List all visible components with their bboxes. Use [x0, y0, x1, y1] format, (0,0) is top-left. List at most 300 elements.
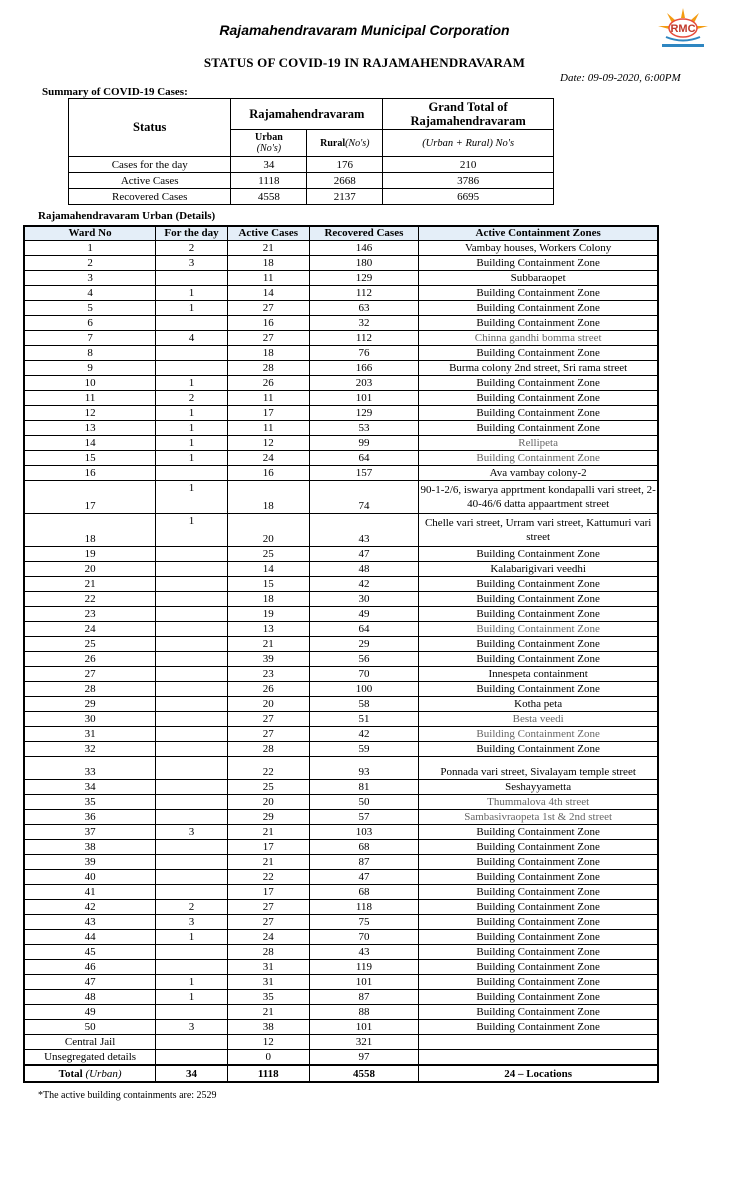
- cell-zone: Burma colony 2nd street, Sri rama street: [419, 361, 658, 376]
- cell-active: 11: [227, 391, 309, 406]
- cell-zone: Building Containment Zone: [419, 376, 658, 391]
- cell-zone: Building Containment Zone: [419, 960, 658, 975]
- cell-recovered: 64: [309, 622, 419, 637]
- cell-recovered: 47: [309, 547, 419, 562]
- cell-zone: Building Containment Zone: [419, 840, 658, 855]
- cell-zone: Building Containment Zone: [419, 286, 658, 301]
- cell-ward: 10: [24, 376, 156, 391]
- summary-cell-rural: 2668: [307, 173, 383, 189]
- table-row: [24, 391, 658, 406]
- summary-cell-status: Cases for the day: [69, 157, 231, 173]
- cell-zone: Building Containment Zone: [419, 825, 658, 840]
- total-recovered: 4558: [309, 1065, 419, 1082]
- cell-ward: 12: [24, 406, 156, 421]
- cell-day: [156, 870, 228, 885]
- cell-recovered: 30: [309, 592, 419, 607]
- summary-cell-total: 3786: [383, 173, 554, 189]
- cell-active: 27: [227, 331, 309, 346]
- cell-active: 20: [227, 514, 309, 547]
- cell-day: 3: [156, 825, 228, 840]
- cell-zone: Building Containment Zone: [419, 301, 658, 316]
- table-row: [24, 990, 658, 1005]
- cell-recovered: 87: [309, 990, 419, 1005]
- summary-table: [68, 98, 554, 205]
- cell-ward: Unsegregated details: [24, 1050, 156, 1066]
- table-row: [24, 915, 658, 930]
- cell-recovered: 42: [309, 577, 419, 592]
- table-row: [24, 667, 658, 682]
- cell-active: 31: [227, 975, 309, 990]
- col-header-ward: Ward No: [24, 226, 156, 241]
- cell-recovered: 76: [309, 346, 419, 361]
- cell-zone: [419, 1050, 658, 1066]
- cell-zone: Building Containment Zone: [419, 346, 658, 361]
- cell-ward: 39: [24, 855, 156, 870]
- cell-active: 18: [227, 346, 309, 361]
- cell-ward: 43: [24, 915, 156, 930]
- cell-day: [156, 810, 228, 825]
- cell-zone: Building Containment Zone: [419, 900, 658, 915]
- cell-day: [156, 742, 228, 757]
- cell-zone: Building Containment Zone: [419, 682, 658, 697]
- cell-day: [156, 316, 228, 331]
- cell-active: 24: [227, 451, 309, 466]
- summary-cell-status: Recovered Cases: [69, 189, 231, 205]
- cell-zone: Building Containment Zone: [419, 915, 658, 930]
- cell-active: 14: [227, 286, 309, 301]
- cell-zone: Ponnada vari street, Sivalayam temple street: [419, 757, 658, 780]
- cell-recovered: 74: [309, 481, 419, 514]
- cell-active: 23: [227, 667, 309, 682]
- cell-ward: 4: [24, 286, 156, 301]
- cell-recovered: 48: [309, 562, 419, 577]
- cell-ward: 18: [24, 514, 156, 547]
- cell-day: [156, 466, 228, 481]
- cell-day: [156, 840, 228, 855]
- cell-active: 18: [227, 256, 309, 271]
- cell-active: 20: [227, 795, 309, 810]
- cell-recovered: 87: [309, 855, 419, 870]
- cell-zone: Building Containment Zone: [419, 316, 658, 331]
- cell-ward: 8: [24, 346, 156, 361]
- cell-zone: Building Containment Zone: [419, 727, 658, 742]
- cell-day: [156, 1050, 228, 1066]
- cell-ward: 16: [24, 466, 156, 481]
- cell-zone: Building Containment Zone: [419, 577, 658, 592]
- cell-ward: 37: [24, 825, 156, 840]
- cell-ward: 49: [24, 1005, 156, 1020]
- cell-ward: 44: [24, 930, 156, 945]
- cell-ward: 35: [24, 795, 156, 810]
- cell-active: 18: [227, 592, 309, 607]
- cell-day: 1: [156, 481, 228, 514]
- cell-ward: 1: [24, 241, 156, 256]
- cell-ward: 15: [24, 451, 156, 466]
- svg-text:RMC: RMC: [670, 23, 696, 35]
- cell-recovered: 75: [309, 915, 419, 930]
- table-row: [24, 945, 658, 960]
- cell-active: 14: [227, 562, 309, 577]
- cell-ward: 31: [24, 727, 156, 742]
- cell-recovered: 118: [309, 900, 419, 915]
- cell-recovered: 101: [309, 1020, 419, 1035]
- table-row: [24, 900, 658, 915]
- cell-day: 1: [156, 406, 228, 421]
- table-row: [24, 622, 658, 637]
- footnote: *The active building containments are: 2529: [38, 1090, 217, 1101]
- cell-recovered: 43: [309, 514, 419, 547]
- cell-day: 1: [156, 421, 228, 436]
- cell-ward: 40: [24, 870, 156, 885]
- table-row: [24, 930, 658, 945]
- cell-recovered: 99: [309, 436, 419, 451]
- table-row: [24, 256, 658, 271]
- cell-active: 21: [227, 825, 309, 840]
- cell-active: 17: [227, 406, 309, 421]
- table-row: [24, 562, 658, 577]
- cell-recovered: 100: [309, 682, 419, 697]
- table-row: [24, 697, 658, 712]
- summary-cell-urban: 1118: [231, 173, 307, 189]
- summary-cell-total: 6695: [383, 189, 554, 205]
- cell-active: 28: [227, 742, 309, 757]
- table-row: [24, 481, 658, 514]
- cell-recovered: 43: [309, 945, 419, 960]
- cell-day: [156, 757, 228, 780]
- cell-zone: Building Containment Zone: [419, 870, 658, 885]
- cell-recovered: 180: [309, 256, 419, 271]
- table-row: [24, 316, 658, 331]
- cell-active: 12: [227, 1035, 309, 1050]
- cell-zone: Building Containment Zone: [419, 945, 658, 960]
- cell-day: [156, 855, 228, 870]
- cell-active: 17: [227, 885, 309, 900]
- cell-zone: Building Containment Zone: [419, 391, 658, 406]
- cell-day: 1: [156, 376, 228, 391]
- table-row: [24, 652, 658, 667]
- cell-day: [156, 727, 228, 742]
- cell-active: 21: [227, 855, 309, 870]
- summary-header-city: Rajamahendravaram: [231, 99, 383, 130]
- cell-recovered: 203: [309, 376, 419, 391]
- cell-day: [156, 637, 228, 652]
- cell-day: 3: [156, 256, 228, 271]
- table-row: [24, 960, 658, 975]
- total-row: [24, 1065, 658, 1082]
- table-row: [24, 346, 658, 361]
- cell-active: 11: [227, 421, 309, 436]
- summary-header-urban: Urban (No's): [231, 130, 307, 157]
- cell-day: [156, 885, 228, 900]
- org-name: Rajamahendravaram Municipal Corporation: [219, 22, 510, 38]
- table-row: [24, 742, 658, 757]
- col-header-active: Active Cases: [227, 226, 309, 241]
- cell-day: 2: [156, 900, 228, 915]
- cell-day: 3: [156, 915, 228, 930]
- cell-zone: Building Containment Zone: [419, 592, 658, 607]
- cell-ward: 7: [24, 331, 156, 346]
- table-row: [24, 975, 658, 990]
- cell-recovered: 81: [309, 780, 419, 795]
- table-row: [24, 241, 658, 256]
- cell-day: [156, 346, 228, 361]
- cell-recovered: 57: [309, 810, 419, 825]
- rmc-logo: [652, 4, 714, 54]
- cell-active: 12: [227, 436, 309, 451]
- table-row: [24, 795, 658, 810]
- cell-active: 39: [227, 652, 309, 667]
- summary-header-grand-sub: (Urban + Rural) No's: [383, 130, 554, 157]
- table-row: [24, 1005, 658, 1020]
- cell-recovered: 321: [309, 1035, 419, 1050]
- cell-ward: 45: [24, 945, 156, 960]
- total-day: 34: [156, 1065, 228, 1082]
- table-row: [24, 780, 658, 795]
- cell-day: [156, 667, 228, 682]
- cell-ward: 17: [24, 481, 156, 514]
- cell-active: 21: [227, 1005, 309, 1020]
- cell-ward: 25: [24, 637, 156, 652]
- cell-active: 19: [227, 607, 309, 622]
- cell-recovered: 119: [309, 960, 419, 975]
- cell-day: [156, 945, 228, 960]
- cell-zone: Chelle vari street, Urram vari street, Kattumuri vari street: [419, 514, 658, 547]
- cell-ward: 13: [24, 421, 156, 436]
- cell-active: 20: [227, 697, 309, 712]
- cell-recovered: 157: [309, 466, 419, 481]
- cell-ward: 9: [24, 361, 156, 376]
- cell-day: [156, 562, 228, 577]
- cell-active: 26: [227, 376, 309, 391]
- cell-zone: Building Containment Zone: [419, 547, 658, 562]
- cell-ward: 5: [24, 301, 156, 316]
- summary-cell-total: 210: [383, 157, 554, 173]
- cell-zone: Rellipeta: [419, 436, 658, 451]
- cell-recovered: 47: [309, 870, 419, 885]
- table-row: [24, 1035, 658, 1050]
- cell-day: [156, 547, 228, 562]
- cell-recovered: 42: [309, 727, 419, 742]
- cell-active: 25: [227, 780, 309, 795]
- cell-ward: 24: [24, 622, 156, 637]
- details-heading: Rajamahendravaram Urban (Details): [38, 210, 216, 222]
- cell-day: 2: [156, 391, 228, 406]
- total-zones: 24 – Locations: [419, 1065, 658, 1082]
- cell-zone: Building Containment Zone: [419, 742, 658, 757]
- table-row: [24, 855, 658, 870]
- cell-zone: Kotha peta: [419, 697, 658, 712]
- cell-ward: 32: [24, 742, 156, 757]
- cell-recovered: 129: [309, 406, 419, 421]
- table-row: [24, 577, 658, 592]
- cell-recovered: 101: [309, 975, 419, 990]
- cell-ward: 22: [24, 592, 156, 607]
- cell-active: 16: [227, 316, 309, 331]
- cell-active: 27: [227, 712, 309, 727]
- total-label: Total (Urban): [24, 1065, 156, 1082]
- summary-header-grand: Grand Total of Rajamahendravaram: [383, 99, 554, 130]
- cell-recovered: 70: [309, 930, 419, 945]
- cell-zone: Building Containment Zone: [419, 855, 658, 870]
- table-row: [24, 451, 658, 466]
- summary-heading: Summary of COVID-19 Cases:: [42, 86, 188, 98]
- cell-active: 22: [227, 757, 309, 780]
- cell-recovered: 70: [309, 667, 419, 682]
- cell-day: 1: [156, 286, 228, 301]
- cell-active: 27: [227, 301, 309, 316]
- table-row: [24, 421, 658, 436]
- cell-day: [156, 682, 228, 697]
- cell-day: 1: [156, 451, 228, 466]
- cell-day: 3: [156, 1020, 228, 1035]
- cell-zone: Building Containment Zone: [419, 607, 658, 622]
- cell-zone: Building Containment Zone: [419, 622, 658, 637]
- cell-active: 15: [227, 577, 309, 592]
- cell-active: 38: [227, 1020, 309, 1035]
- cell-recovered: 50: [309, 795, 419, 810]
- cell-day: 4: [156, 331, 228, 346]
- table-row: [24, 840, 658, 855]
- cell-day: 2: [156, 241, 228, 256]
- cell-ward: 48: [24, 990, 156, 1005]
- col-header-zones: Active Containment Zones: [419, 226, 658, 241]
- summary-header-status: Status: [69, 99, 231, 157]
- cell-recovered: 112: [309, 286, 419, 301]
- total-active: 1118: [227, 1065, 309, 1082]
- cell-zone: Sambasivraopeta 1st & 2nd street: [419, 810, 658, 825]
- cell-zone: Thummalova 4th street: [419, 795, 658, 810]
- cell-ward: 33: [24, 757, 156, 780]
- cell-zone: Building Containment Zone: [419, 406, 658, 421]
- cell-recovered: 103: [309, 825, 419, 840]
- cell-ward: 38: [24, 840, 156, 855]
- report-date: Date: 09-09-2020, 6:00PM: [560, 72, 681, 84]
- cell-zone: Building Containment Zone: [419, 421, 658, 436]
- cell-day: [156, 607, 228, 622]
- cell-active: 13: [227, 622, 309, 637]
- cell-recovered: 93: [309, 757, 419, 780]
- col-header-recovered: Recovered Cases: [309, 226, 419, 241]
- cell-zone: Building Containment Zone: [419, 990, 658, 1005]
- cell-zone: Chinna gandhi bomma street: [419, 331, 658, 346]
- cell-active: 0: [227, 1050, 309, 1066]
- cell-ward: 28: [24, 682, 156, 697]
- cell-recovered: 146: [309, 241, 419, 256]
- table-row: [24, 301, 658, 316]
- summary-cell-rural: 2137: [307, 189, 383, 205]
- table-row: [24, 607, 658, 622]
- cell-ward: 50: [24, 1020, 156, 1035]
- details-table: [23, 225, 659, 1083]
- table-row: [24, 406, 658, 421]
- cell-ward: 46: [24, 960, 156, 975]
- cell-recovered: 49: [309, 607, 419, 622]
- cell-zone: Building Containment Zone: [419, 652, 658, 667]
- table-row: [24, 592, 658, 607]
- cell-zone: Innespeta containment: [419, 667, 658, 682]
- cell-recovered: 58: [309, 697, 419, 712]
- cell-zone: Building Containment Zone: [419, 1020, 658, 1035]
- cell-ward: 26: [24, 652, 156, 667]
- table-row: [24, 712, 658, 727]
- cell-ward: 23: [24, 607, 156, 622]
- cell-ward: 2: [24, 256, 156, 271]
- cell-day: [156, 712, 228, 727]
- cell-recovered: 56: [309, 652, 419, 667]
- cell-zone: Subbaraopet: [419, 271, 658, 286]
- table-row: [24, 514, 658, 547]
- cell-day: [156, 697, 228, 712]
- table-row: [24, 547, 658, 562]
- table-row: [24, 286, 658, 301]
- cell-active: 35: [227, 990, 309, 1005]
- cell-active: 11: [227, 271, 309, 286]
- cell-day: 1: [156, 930, 228, 945]
- cell-ward: 3: [24, 271, 156, 286]
- cell-zone: Building Containment Zone: [419, 637, 658, 652]
- cell-active: 27: [227, 727, 309, 742]
- cell-day: 1: [156, 990, 228, 1005]
- summary-row: [69, 189, 554, 205]
- cell-recovered: 97: [309, 1050, 419, 1066]
- table-row: [24, 466, 658, 481]
- cell-day: [156, 271, 228, 286]
- cell-recovered: 101: [309, 391, 419, 406]
- cell-day: [156, 361, 228, 376]
- summary-header-rural: Rural(No's): [307, 130, 383, 157]
- cell-day: 1: [156, 436, 228, 451]
- cell-active: 21: [227, 637, 309, 652]
- cell-active: 27: [227, 915, 309, 930]
- cell-active: 17: [227, 840, 309, 855]
- cell-day: 1: [156, 514, 228, 547]
- cell-zone: Building Containment Zone: [419, 975, 658, 990]
- cell-active: 27: [227, 900, 309, 915]
- cell-zone: Building Containment Zone: [419, 930, 658, 945]
- cell-zone: Building Containment Zone: [419, 1005, 658, 1020]
- cell-recovered: 59: [309, 742, 419, 757]
- cell-recovered: 53: [309, 421, 419, 436]
- table-row: [24, 376, 658, 391]
- cell-recovered: 32: [309, 316, 419, 331]
- cell-zone: Building Containment Zone: [419, 256, 658, 271]
- table-row: [24, 436, 658, 451]
- cell-ward: 30: [24, 712, 156, 727]
- cell-ward: 34: [24, 780, 156, 795]
- cell-day: [156, 577, 228, 592]
- summary-cell-urban: 34: [231, 157, 307, 173]
- summary-row: [69, 157, 554, 173]
- cell-day: [156, 780, 228, 795]
- cell-ward: 6: [24, 316, 156, 331]
- cell-active: 18: [227, 481, 309, 514]
- cell-ward: 42: [24, 900, 156, 915]
- cell-active: 31: [227, 960, 309, 975]
- cell-ward: 36: [24, 810, 156, 825]
- table-row: [24, 361, 658, 376]
- summary-cell-rural: 176: [307, 157, 383, 173]
- cell-ward: Central Jail: [24, 1035, 156, 1050]
- summary-cell-urban: 4558: [231, 189, 307, 205]
- page-title: STATUS OF COVID-19 IN RAJAMAHENDRAVARAM: [203, 55, 526, 70]
- cell-day: [156, 1035, 228, 1050]
- cell-active: 21: [227, 241, 309, 256]
- cell-zone: Seshayyametta: [419, 780, 658, 795]
- cell-ward: 27: [24, 667, 156, 682]
- cell-ward: 14: [24, 436, 156, 451]
- cell-day: [156, 592, 228, 607]
- table-row: [24, 271, 658, 286]
